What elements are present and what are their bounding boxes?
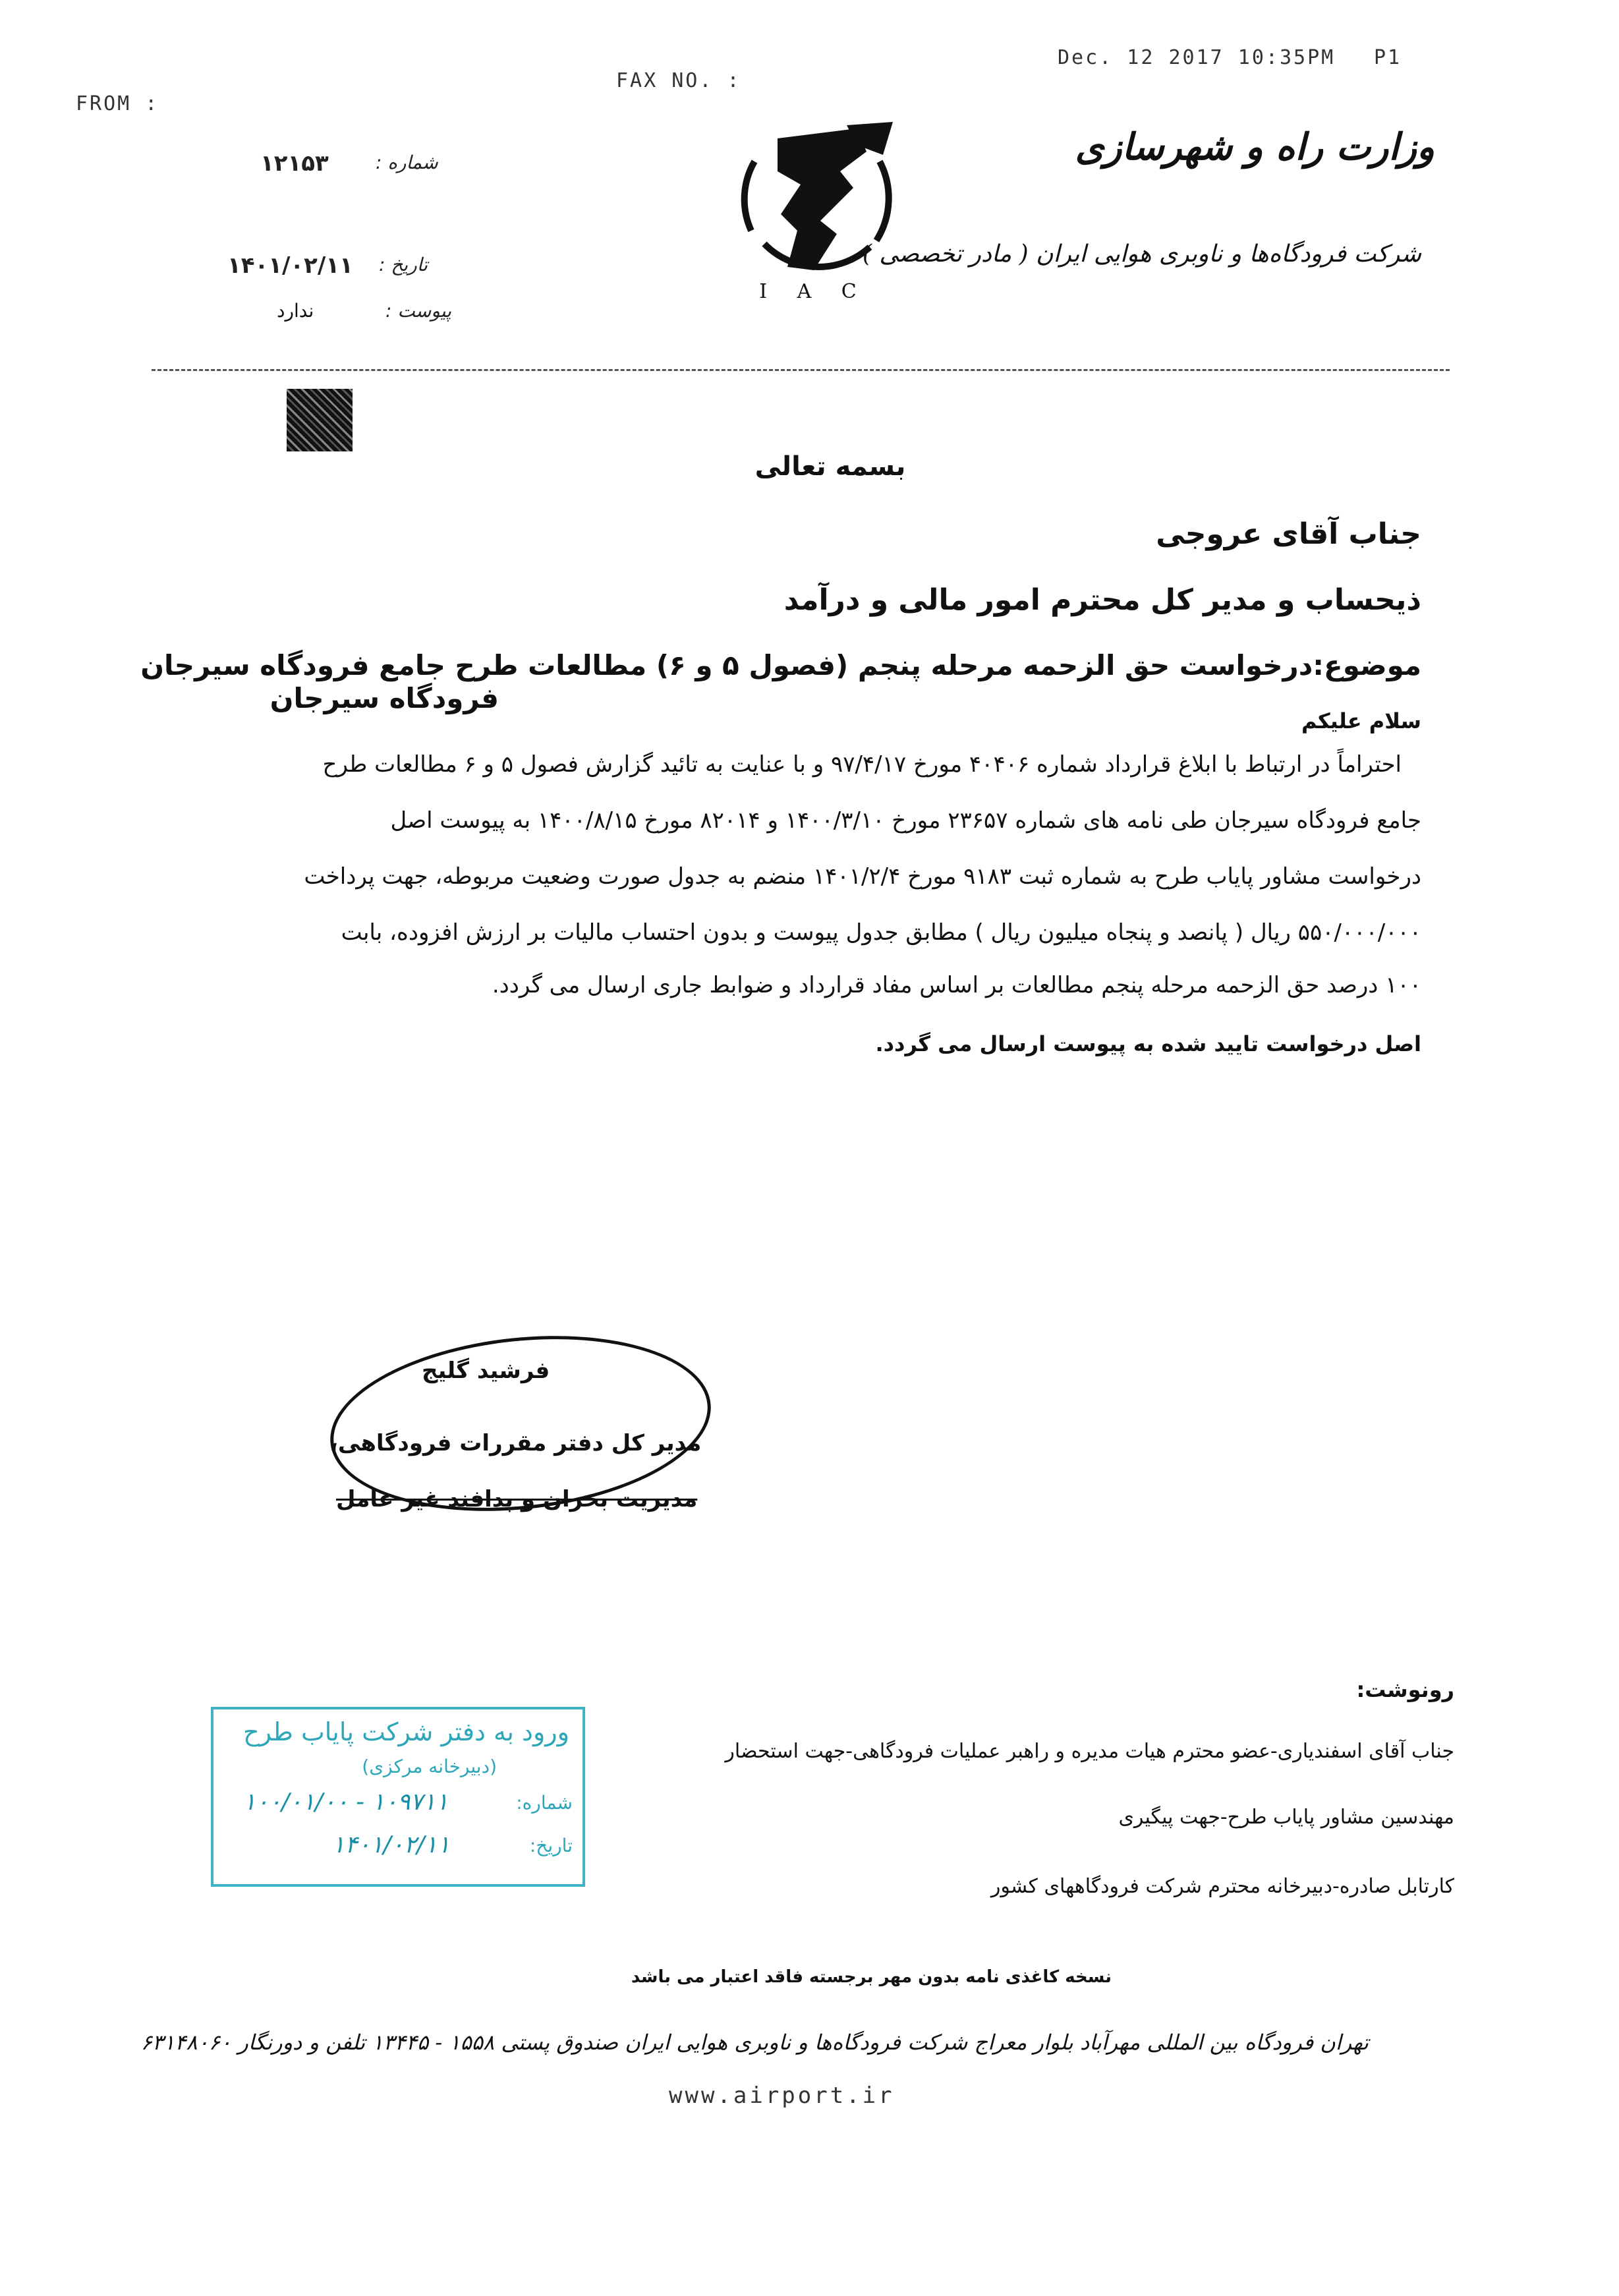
company-website[interactable]: www.airport.ir — [669, 2082, 895, 2109]
body-line: احتراماً در ارتباط با ابلاغ قرارداد شماره ۴۰۴۰۶ مورخ ۹۷/۴/۱۷ و با عنایت به تائید گزارش فصول ۵ و ۶ مطالعات طرح — [322, 751, 1402, 778]
stamp-date-label: تاریخ: — [529, 1835, 573, 1856]
header-divider — [152, 369, 1450, 371]
fax-from-label: FROM : — [76, 92, 159, 115]
cc-item: جناب آقای اسفندیاری-عضو محترم هیات مدیره و راهبر عملیات فرودگاهی-جهت استحضار — [725, 1740, 1454, 1763]
company-logo — [715, 99, 913, 316]
stamp-number-label: شماره: — [516, 1792, 573, 1814]
body-line: جامع فرودگاه سیرجان طی نامه های شماره ۲۳۶۵۷ مورخ ۱۴۰۰/۳/۱۰ و ۸۲۰۱۴ مورخ ۱۴۰۰/۸/۱۵ به پیوست اصل — [390, 807, 1421, 834]
signatory-name: فرشید گلیج — [422, 1358, 550, 1384]
company-address: تهران فرودگاه بین المللی مهرآباد بلوار معراج شرکت فرودگاه‌ها و ناوبری هوایی ایران صندوق پستی ۱۵۵۸ - ۱۳۴۴۵ تلفن و دورنگار ۶۳۱۴۸۰۶۰ — [140, 2030, 1369, 2055]
signatory-title: مدیریت بحران و پدافند غیر عامل — [336, 1486, 698, 1512]
subject-continuation: فرودگاه سیرجان — [270, 682, 499, 714]
fax-number-label: FAX NO. : — [616, 69, 741, 92]
body-line: درخواست مشاور پایاب طرح به شماره ثبت ۹۱۸۳ مورخ ۱۴۰۱/۲/۴ منضم به جدول صورت وضعیت مربوطه، جهت پرداخت — [304, 863, 1421, 890]
body-line: ۱۰۰ درصد حق الزحمه مرحله پنجم مطالعات بر اساس مفاد قرارداد و ضوابط جاری ارسال می گردد. — [492, 972, 1421, 998]
number-value: ۱۲۱۵۳ — [260, 150, 329, 177]
attachment-value: ندارد — [277, 300, 314, 322]
body-line: ۵۵۰/۰۰۰/۰۰۰ ریال ( پانصد و پنجاه میلیون ریال ) مطابق جدول پیوست و بدون احتساب مالیات بر ارزش افزوده، بابت — [341, 919, 1421, 946]
fax-timestamp: Dec. 12 2017 10:35PM — [1058, 46, 1336, 69]
ministry-name: وزارت راه و شهرسازی — [1075, 125, 1434, 169]
invocation: بسمه تعالی — [754, 451, 906, 482]
date-label: تاریخ : — [379, 254, 428, 275]
validity-note: نسخه کاغذی نامه بدون مهر برجسته فاقد اعتبار می باشد — [631, 1967, 1112, 1987]
subject: موضوع:درخواست حق الزحمه مرحله پنجم (فصول ۵ و ۶) مطالعات طرح جامع فرودگاه سیرجان — [140, 649, 1421, 681]
stamp-title: ورود به دفتر شرکت پایاب طرح — [243, 1717, 569, 1746]
company-name: شرکت فرودگاه‌ها و ناوبری هوایی ایران ( مادر تخصصی ) — [862, 241, 1421, 268]
stamp-subtitle: (دبیرخانه مرکزی) — [362, 1756, 497, 1777]
stamp-number-value: ۱۰۰/۰۱/۰۰ - ۱۰۹۷۱۱ — [243, 1789, 449, 1816]
barcode-icon — [287, 389, 353, 451]
attachment-label: پیوست : — [385, 300, 451, 322]
date-value: ۱۴۰۱/۰۲/۱۱ — [227, 252, 353, 279]
cc-item: مهندسین مشاور پایاب طرح-جهت پیگیری — [1118, 1806, 1454, 1829]
number-label: شماره : — [376, 152, 438, 173]
signatory-title: مدیر کل دفتر مقررات فرودگاهی، — [329, 1430, 702, 1456]
attachment-note: اصل درخواست تایید شده به پیوست ارسال می گردد. — [875, 1031, 1421, 1056]
stamp-date-value: ۱۴۰۱/۰۲/۱۱ — [332, 1831, 450, 1858]
logo-text: I A C — [759, 280, 868, 303]
recipient-name: جناب آقای عروجی — [1156, 517, 1421, 551]
cc-item: کارتابل صادره-دبیرخانه محترم شرکت فرودگاههای کشور — [990, 1875, 1454, 1898]
recipient-title: ذیحساب و مدیر کل محترم امور مالی و درآمد — [783, 583, 1421, 617]
receipt-stamp — [211, 1707, 585, 1887]
greeting: سلام علیکم — [1301, 708, 1421, 733]
fax-page-number: P1 — [1374, 46, 1402, 69]
cc-label: رونوشت: — [1356, 1677, 1454, 1702]
